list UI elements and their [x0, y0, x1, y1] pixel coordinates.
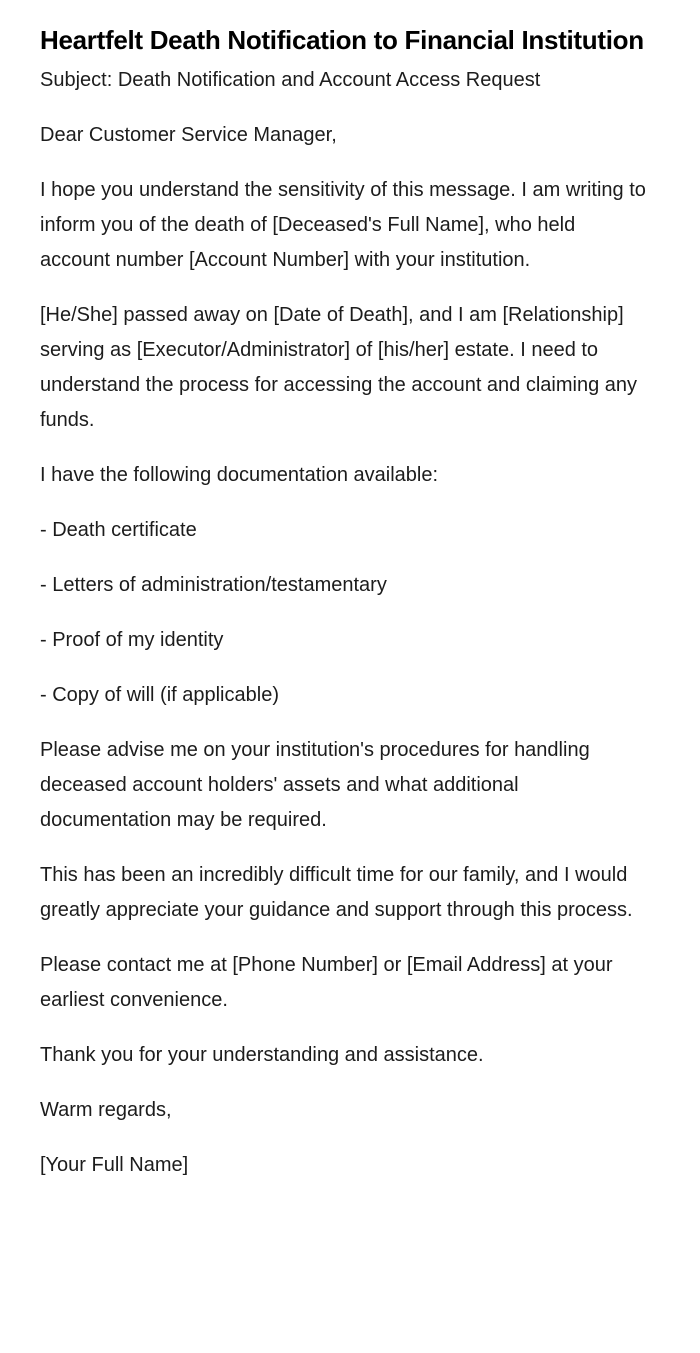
- letter-subject: Subject: Death Notification and Account Access Request: [40, 69, 541, 91]
- letter-paragraph-2: [He/She] passed away on [Date of Death], and I am [Relationship] serving as [Executor/Administrator] of [his/her] estate. I need to understand the process for accessing the account and claiming any funds.: [40, 304, 638, 431]
- letter-paragraph-4: This has been an incredibly difficult time for our family, and I would greatly appreciate your guidance and support through this process.: [40, 864, 633, 921]
- letter-salutation: Dear Customer Service Manager,: [40, 124, 337, 146]
- letter-paragraph-3: Please advise me on your institution's procedures for handling deceased account holders' assets and what additional documentation may be required.: [40, 739, 590, 831]
- documentation-item: - Death certificate: [40, 519, 197, 541]
- letter-title: Heartfelt Death Notification to Financial Institution: [40, 25, 644, 55]
- letter-paragraph-1: I hope you understand the sensitivity of this message. I am writing to inform you of the death of [Deceased's Full Name], who held account number [Account Number] with your institution.: [40, 179, 646, 271]
- letter-closing: Warm regards,: [40, 1099, 172, 1121]
- letter-document: [40, 18, 650, 1203]
- letter-signature: [Your Full Name]: [40, 1154, 189, 1176]
- letter-paragraph-5: Please contact me at [Phone Number] or [Email Address] at your earliest convenience.: [40, 954, 613, 1011]
- documentation-item: - Copy of will (if applicable): [40, 684, 279, 706]
- letter-thanks: Thank you for your understanding and assistance.: [40, 1044, 484, 1066]
- documentation-intro: I have the following documentation available:: [40, 464, 439, 486]
- documentation-item: - Proof of my identity: [40, 629, 224, 651]
- documentation-item: - Letters of administration/testamentary: [40, 574, 387, 596]
